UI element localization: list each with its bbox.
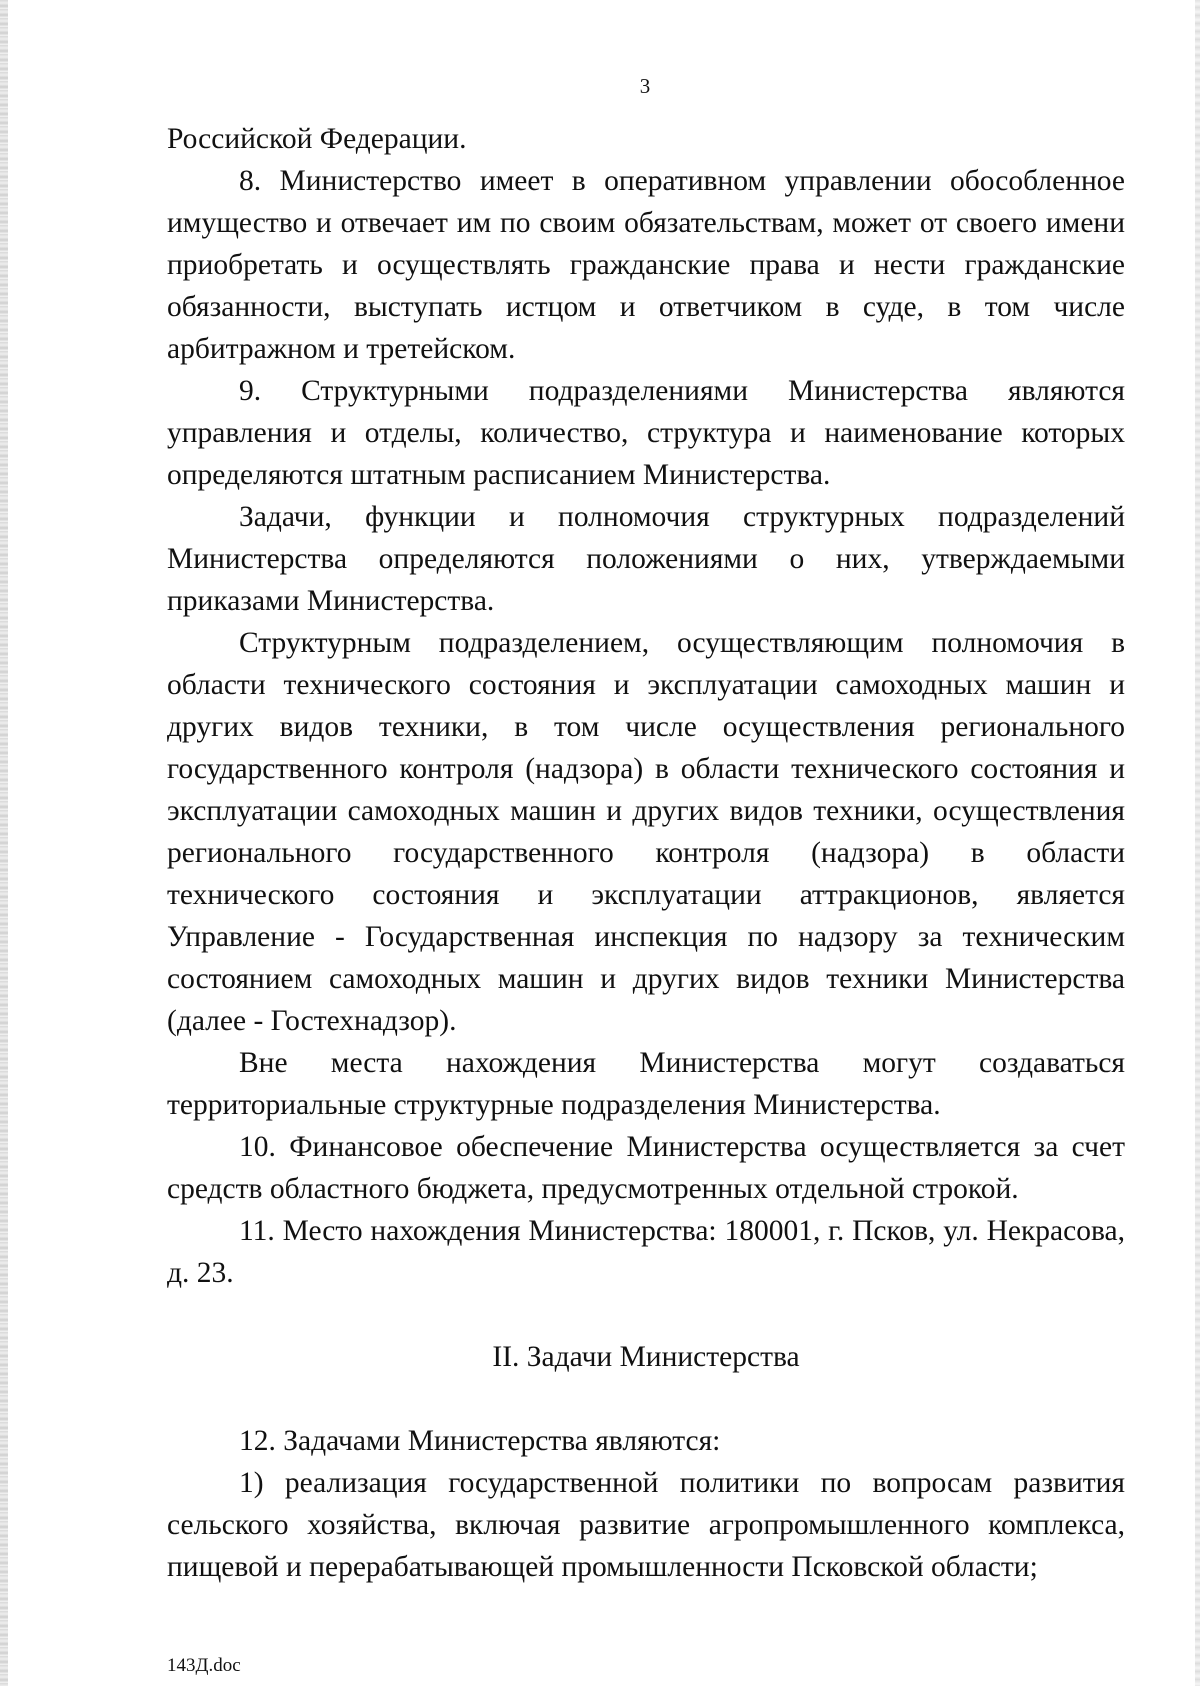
scan-edge-left — [0, 0, 8, 1686]
paragraph-12-item-1: 1) реализация государственной политики по вопросам развития сельского хозяйства, включая развитие агропромышленного комплекса, пищевой и перерабатывающей промышленности Псковской области; — [167, 1467, 1125, 1583]
paragraph-9-tasks: Задачи, функции и полномочия структурных подразделений Министерства определяются положениями о них, утверждаемыми приказами Министерства. — [167, 501, 1125, 617]
document-body — [167, 118, 1125, 1588]
paragraph-11: 11. Место нахождения Министерства: 180001, г. Псков, ул. Некрасова, д. 23. — [167, 1215, 1125, 1289]
paragraph-10: 10. Финансовое обеспечение Министерства осуществляется за счет средств областного бюджета, предусмотренных отдельной строкой. — [167, 1131, 1125, 1205]
paragraph-8: 8. Министерство имеет в оперативном управлении обособленное имущество и отвечает им по своим обязательствам, может от своего имени приобретать и осуществлять гражданские права и нести гражданские обязанности, выступать истцом и ответчиком в суде, в том числе арбитражном и третейском. — [167, 165, 1125, 365]
scan-edge-right — [1195, 0, 1200, 1686]
page-number: 3 — [639, 74, 651, 98]
paragraph-9-territorial: Вне места нахождения Министерства могут создаваться территориальные структурные подразделения Министерства. — [167, 1047, 1125, 1121]
paragraph-9-gostekhnadzor: Структурным подразделением, осуществляющим полномочия в области технического состояния и эксплуатации самоходных машин и других видов техники, в том числе осуществления регионального государственного контроля (надзора) в области технического состояния и эксплуатации самоходных машин и других видов техники, осуществления регионального государственного контроля (надзора) в области технического состояния и эксплуатации аттракционов, является Управление - Государственная инспекция по надзору за техническим состоянием самоходных машин и других видов техники Министерства (далее - Гостехнадзор). — [167, 627, 1125, 1037]
paragraph-12: 12. Задачами Министерства являются: — [239, 1425, 721, 1457]
paragraph-continuation: Российской Федерации. — [167, 123, 467, 155]
section-heading: II. Задачи Министерства — [492, 1341, 800, 1373]
footer-filename: 143Д.doc — [167, 1655, 241, 1676]
paragraph-9: 9. Структурными подразделениями Министерства являются управления и отделы, количество, структура и наименование которых определяются штатным расписанием Министерства. — [167, 375, 1125, 491]
